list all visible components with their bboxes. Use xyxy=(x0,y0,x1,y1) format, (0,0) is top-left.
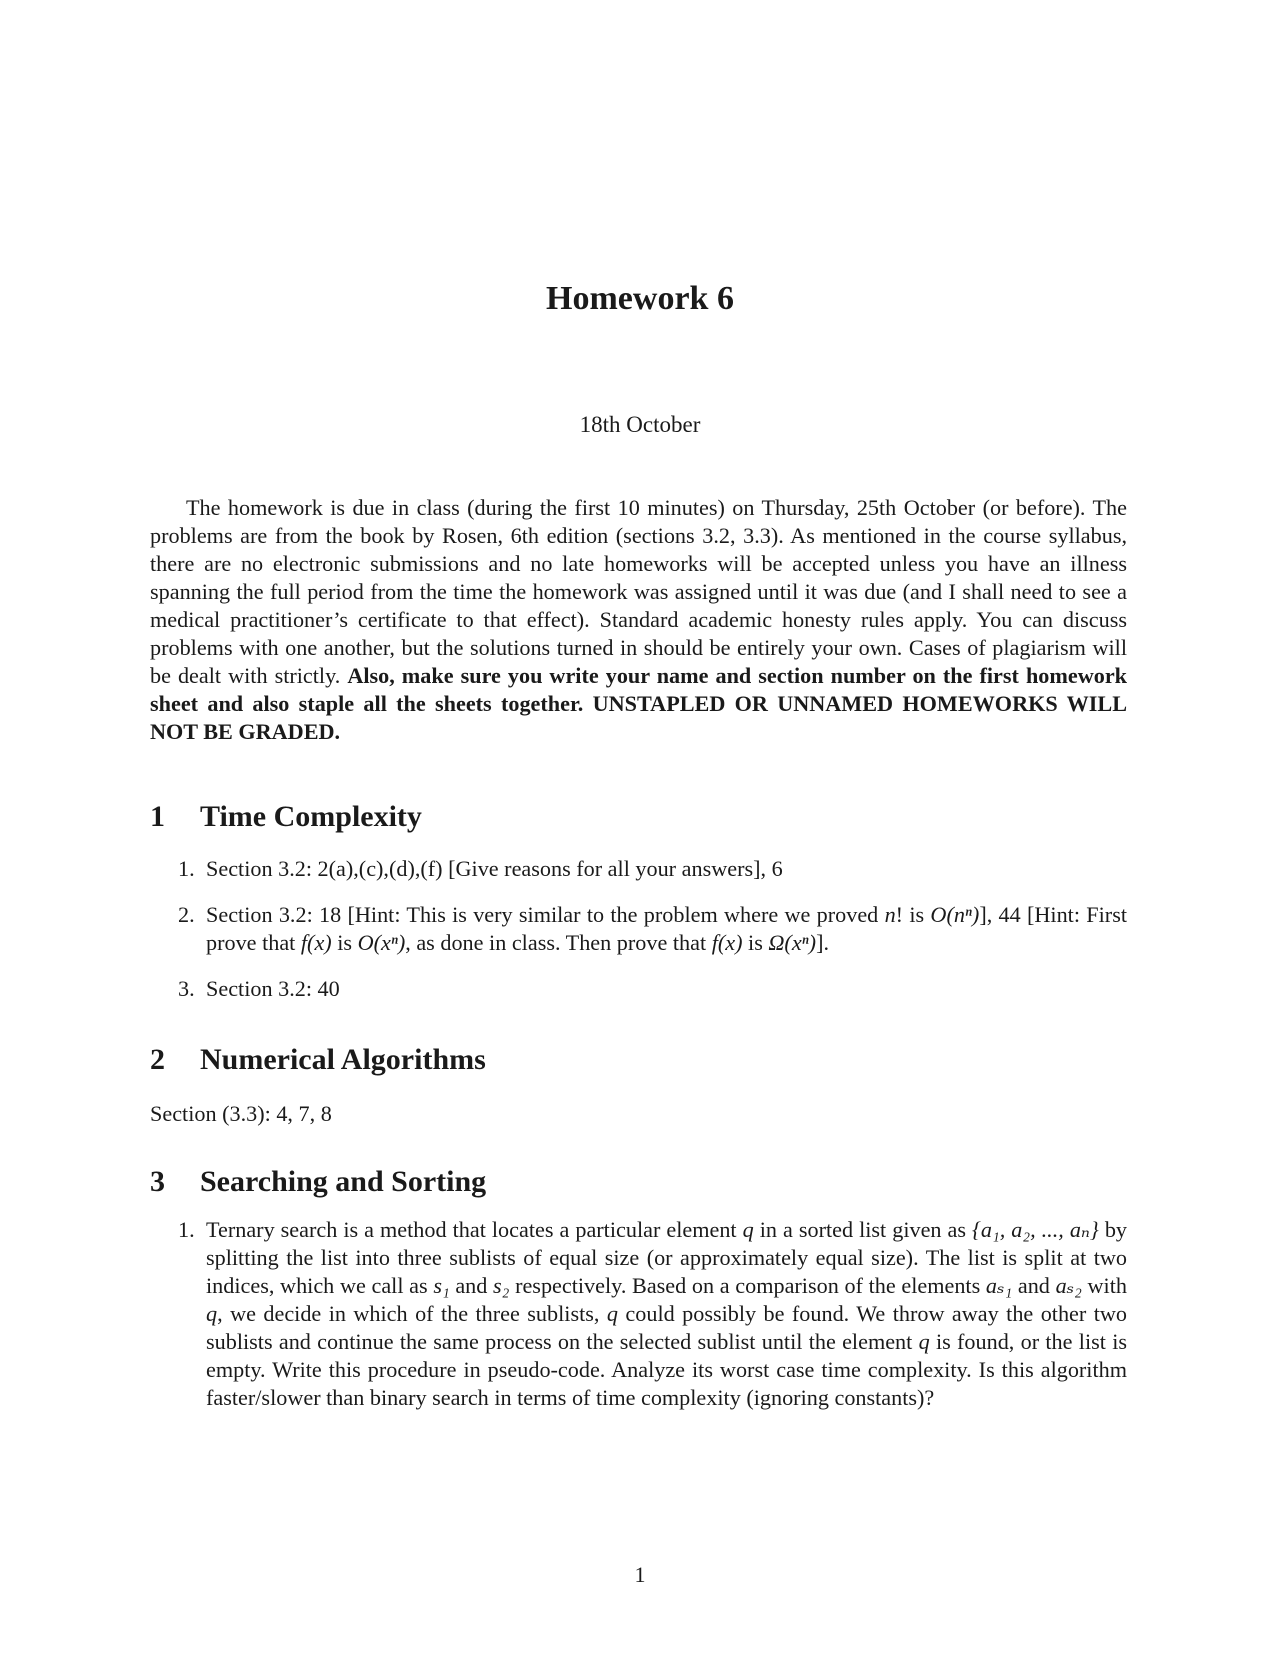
numerical-algorithms-body: Section (3.3): 4, 7, 8 xyxy=(150,1101,332,1126)
list-item-text: Section 3.2: 2(a),(c),(d),(f) [Give reasons for all your answers], 6 xyxy=(206,856,783,881)
math-expression: aₛ₁ xyxy=(985,1273,1013,1298)
list-item-text: is xyxy=(742,930,769,955)
list-item-marker: 3. xyxy=(178,976,195,1001)
math-expression: q xyxy=(606,1301,618,1326)
math-expression: q xyxy=(206,1301,218,1326)
section-heading-searching-and-sorting xyxy=(150,1165,1127,1199)
math-expression: f(x) xyxy=(711,930,743,955)
section-title: Searching and Sorting xyxy=(200,1165,487,1198)
list-item-text: , we decide in which of the three sublists, xyxy=(217,1301,607,1326)
section-title: Time Complexity xyxy=(200,800,422,833)
section-heading-time-complexity xyxy=(150,800,1127,834)
list-item-text: is xyxy=(331,930,358,955)
list-item-text: is found, or the list is empty. Write this procedure in pseudo-code. Analyze its worst case time complexity. Is this algorithm faster/slower than binary search in terms of time complexity (ignoring constants)? xyxy=(206,1329,1127,1410)
list-item-text: Section 3.2: 40 xyxy=(206,976,340,1001)
list-item xyxy=(178,901,1127,957)
section-heading-numerical-algorithms xyxy=(150,1043,1127,1077)
document-date: 18th October xyxy=(579,412,701,437)
math-expression: O(xⁿ) xyxy=(357,930,406,955)
list-item-text: with xyxy=(1081,1273,1127,1298)
list-item-marker: 2. xyxy=(178,902,195,927)
intro-bold-instruction: Also, make sure you write your name and section number on the first homework sheet and also staple all the sheets together. xyxy=(150,663,1128,716)
section-title: Numerical Algorithms xyxy=(200,1043,486,1076)
intro-bold-warning: UNSTAPLED OR UNNAMED HOMEWORKS WILL NOT BE GRADED. xyxy=(150,691,1127,744)
document-title: Homework 6 xyxy=(546,280,734,317)
list-item-text: , as done in class. Then prove that xyxy=(405,930,712,955)
section-number: 3 xyxy=(150,1165,165,1198)
list-item-text: Section 3.2: 18 [Hint: This is very similar to the problem where we proved xyxy=(206,902,885,927)
list-item-marker: 1. xyxy=(178,856,195,881)
math-expression: O(nⁿ) xyxy=(930,902,980,927)
math-expression: f(x) xyxy=(300,930,332,955)
list-item-text: and xyxy=(449,1273,494,1298)
list-item xyxy=(178,975,1127,1003)
list-item-text: by splitting the list into three sublists of equal size (or approximately equal size). The list is split at two indices, which we call as xyxy=(206,1217,1128,1298)
list-item-marker: 1. xyxy=(178,1217,195,1242)
list-item-text: ]. xyxy=(816,930,829,955)
list-item-text: could possibly be found. We throw away the other two sublists and continue the same process on the selected sublist until the element xyxy=(206,1301,1128,1354)
section-number: 2 xyxy=(150,1043,165,1076)
math-expression: n xyxy=(884,902,896,927)
list-item-text: Ternary search is a method that locates a particular element xyxy=(206,1217,743,1242)
list-item-text: ], 44 [Hint: First prove that xyxy=(206,902,1127,955)
list-item-text: in a sorted list given as xyxy=(753,1217,973,1242)
time-complexity-problem-list xyxy=(178,855,1127,1003)
math-expression: s₂ xyxy=(493,1273,510,1298)
math-expression: {a₁, a₂, ..., aₙ} xyxy=(972,1217,1099,1242)
math-expression: aₛ₂ xyxy=(1055,1273,1082,1298)
math-expression: Ω(xⁿ) xyxy=(768,930,817,955)
math-expression: q xyxy=(742,1217,754,1242)
math-expression: q xyxy=(918,1329,930,1354)
math-expression: s₁ xyxy=(433,1273,450,1298)
list-item-text: ! is xyxy=(895,902,931,927)
list-item xyxy=(178,1216,1127,1412)
list-item-text: and xyxy=(1012,1273,1056,1298)
list-item-text: respectively. Based on a comparison of the elements xyxy=(509,1273,986,1298)
list-item xyxy=(178,855,1127,883)
page-number: 1 xyxy=(634,1562,646,1587)
intro-paragraph xyxy=(150,494,1127,746)
intro-text: The homework is due in class (during the first 10 minutes) on Thursday, 25th October (or before). The problems are from the book by Rosen, 6th edition (sections 3.2, 3.3). As mentioned in the course syllabus, there are no electronic submissions and no late homeworks will be accepted unless you have an illness spanning the full period from the time the homework was assigned until it was due (and I shall need to see a medical practitioner’s certificate to that effect). Standard academic honesty rules apply. You can discuss problems with one another, but the solutions turned in should be entirely your own. Cases of plagiarism will be dealt with strictly. xyxy=(150,495,1127,688)
section-number: 1 xyxy=(150,800,165,833)
searching-sorting-problem-list xyxy=(178,1216,1127,1412)
